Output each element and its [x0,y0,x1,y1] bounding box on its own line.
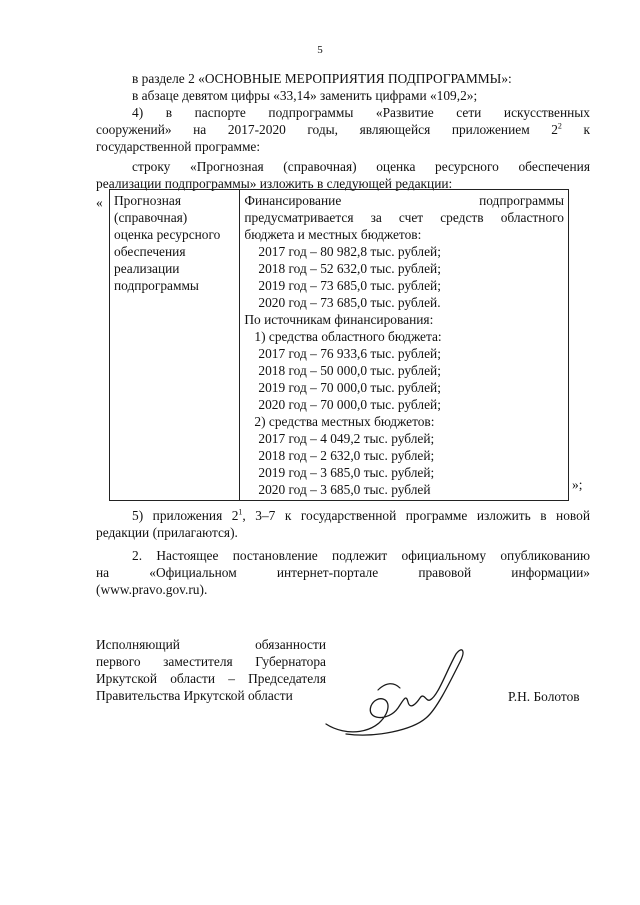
quote-open: « [96,195,103,210]
text-line: реализации подпрограммы» изложить в следующей редакции: [96,176,453,191]
text-line: 4) в паспорте подпрограммы «Развитие сети искусственных [132,105,590,120]
local-2020: 2020 год – 3 685,0 тыс. рублей [258,482,431,497]
title-line: Иркутской области – Председателя [96,671,326,686]
local-2018: 2018 год – 2 632,0 тыс. рублей; [258,448,435,463]
superscript: 1 [238,507,243,517]
text-line: строку «Прогнозная (справочная) оценка ресурсного обеспечения [132,159,590,174]
regional-2019: 2019 год – 70 000,0 тыс. рублей; [258,380,441,395]
label-line: Прогнозная [114,193,181,208]
value-line: предусматривается за счет средств областного [244,210,564,225]
text-line: в разделе 2 «ОСНОВНЫЕ МЕРОПРИЯТИЯ ПОДПРОГРАММЫ»: [132,71,512,86]
text-line: на «Официальном интернет-портале правовой информации» [96,565,590,580]
regional-2018: 2018 год – 50 000,0 тыс. рублей; [258,363,441,378]
passport-table [109,189,569,501]
sources-heading: По источникам финансирования: [244,312,434,327]
quote-close: »; [572,477,583,492]
handwritten-signature [316,642,486,742]
local-heading: 2) средства местных бюджетов: [254,414,435,429]
value-line: Финансирование подпрограммы [244,193,564,208]
regional-heading: 1) средства областного бюджета: [254,329,442,344]
amendment-text-top [96,70,590,192]
total-2019: 2019 год – 73 685,0 тыс. рублей; [258,278,441,293]
regional-2017: 2017 год – 76 933,6 тыс. рублей; [258,346,441,361]
regional-2020: 2020 год – 70 000,0 тыс. рублей; [258,397,441,412]
passport-row-value [240,190,569,501]
signatory-title [96,636,326,704]
signatory-name: Р.Н. Болотов [508,689,580,704]
page-number: 5 [317,44,323,56]
total-2017: 2017 год – 80 982,8 тыс. рублей; [258,244,441,259]
text-line: в абзаце девятом цифры «33,14» заменить цифрами «109,2»; [132,88,478,103]
total-2018: 2018 год – 52 632,0 тыс. рублей; [258,261,441,276]
text-line: сооружений» на 2017-2020 годы, являющейся приложением $2^2$ к [96,121,590,137]
title-line: Правительства Иркутской области [96,688,293,703]
label-line: обеспечения [114,244,186,259]
text-line: 5) приложения $2^1$, 3–7 к государственной программе изложить в новой [132,507,590,523]
title-line: Исполняющий обязанности [96,637,326,652]
text-line: редакции (прилагаются). [96,525,238,540]
local-2019: 2019 год – 3 685,0 тыс. рублей; [258,465,435,480]
label-line: (справочная) [114,210,188,225]
superscript: 2 [557,121,562,131]
local-2017: 2017 год – 4 049,2 тыс. рублей; [258,431,435,446]
text-line: государственной программе: [96,139,261,154]
title-line: первого заместителя Губернатора [96,654,326,669]
value-line: бюджета и местных бюджетов: [244,227,422,242]
label-line: реализации [114,261,180,276]
text-line: (www.pravo.gov.ru). [96,582,208,597]
amendment-text-bottom [96,507,590,598]
total-2020: 2020 год – 73 685,0 тыс. рублей. [258,295,441,310]
label-line: подпрограммы [114,278,199,293]
passport-row-label [110,190,240,501]
text-line: 2. Настоящее постановление подлежит официальному опубликованию [132,548,590,563]
label-line: оценка ресурсного [114,227,221,242]
